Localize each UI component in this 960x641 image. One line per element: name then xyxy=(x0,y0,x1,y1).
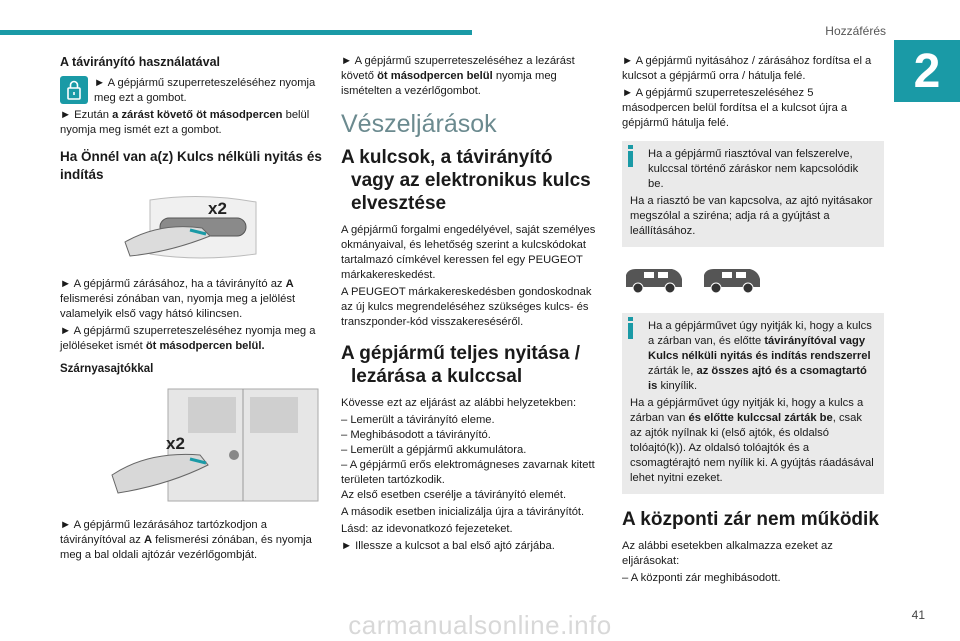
column-3 xyxy=(622,54,884,588)
column-2 xyxy=(341,54,603,556)
full-paragraph-4: Lásd: az idevonatkozó fejezeteket. xyxy=(341,523,513,535)
remote-lock-row xyxy=(60,76,322,108)
svg-text:x2: x2 xyxy=(166,434,185,453)
remote-step-2: ► Ezután a zárást követő öt másodpercen belül nyomja meg ismét ezt a gombot. xyxy=(60,109,310,136)
vehicle-icons xyxy=(622,265,884,295)
full-intro: Kövesse ezt az eljárást az alábbi helyzetekben: xyxy=(341,397,577,409)
watermark: carmanualsonline.info xyxy=(348,610,612,640)
wings-step-2: ► A gépjármű szuperreteszeléséhez a lezárást követő öt másodpercen belül nyomja meg ismételten a vezérlőgombot. xyxy=(341,55,575,97)
door-handle-hand-icon xyxy=(120,192,260,264)
remote-step-1: ► A gépjármű szuperreteszeléséhez nyomja meg ezt a gombot. xyxy=(94,77,316,104)
full-paragraph-5: ► Illessze a kulcsot a bal első ajtó zárjába. xyxy=(341,540,555,552)
svg-text:x2: x2 xyxy=(208,199,227,218)
full-situations-list xyxy=(341,413,603,488)
heading-lost-keys: A kulcsok, a távirányító vagy az elektronikus kulcs elvesztése xyxy=(341,147,591,214)
full-paragraph-2: Az első esetben cserélje a távirányító elemét. xyxy=(341,489,567,501)
rear-door-illustration xyxy=(108,385,322,510)
heading-remote: A távirányító használatával xyxy=(60,55,221,69)
list-item: – Lemerült a gépjármű akkumulátora. xyxy=(341,444,527,456)
key-step-2: ► A gépjármű szuperreteszeléséhez 5 másodpercen belül fordítsa el a kulcsot újra a gépjármű hátulja felé. xyxy=(622,87,848,129)
section-title: Hozzáférés xyxy=(825,24,886,38)
van-front-icon xyxy=(622,265,686,295)
heading-full-lock: A gépjármű teljes nyitása / lezárása a kulccsal xyxy=(341,343,580,387)
rear-door-hand-icon xyxy=(108,385,320,505)
page-number: 41 xyxy=(911,608,925,622)
key-step-1: ► A gépjármű nyitásához / zárásához fordítsa el a kulcsot a gépjármű orra / hátulja felé. xyxy=(622,55,872,82)
central-paragraph-2: – A központi zár meghibásodott. xyxy=(622,572,781,584)
lost-paragraph-1: A gépjármű forgalmi engedélyével, saját személyes okmányaival, és lehetőség szerint a kulcskódokat tartalmazó címkével keressen fel egy PEUGEOT márkakereskedést. xyxy=(341,224,596,281)
list-item: – A gépjármű erős elektromágneses zavarnak kitett területen tartózkodik. xyxy=(341,459,595,486)
info-icon xyxy=(628,145,633,167)
column-1 xyxy=(60,54,322,565)
wings-step-1: ► A gépjármű lezárásához tartózkodjon a távirányítóval az A felismerési zónában, és nyomja meg a bal oldali ajtózár vezérlőgombját. xyxy=(60,519,312,561)
full-paragraph-3: A második esetben inicializálja újra a távirányítót. xyxy=(341,506,585,518)
padlock-icon xyxy=(60,76,88,104)
keyless-step-2: ► A gépjármű szuperreteszeléséhez nyomja meg a jelöléseket ismét öt másodpercen belül. xyxy=(60,325,316,352)
central-paragraph-1: Az alábbi esetekben alkalmazza ezeket az eljárásokat: xyxy=(622,540,833,567)
door-handle-illustration xyxy=(120,192,322,269)
info-icon xyxy=(628,317,633,339)
keyless-step-1: ► A gépjármű zárásához, ha a távirányító az A felismerési zónában van, nyomja meg a jelölést valamelyik első vagy hátsó kilincsen. xyxy=(60,278,296,320)
list-item: – Meghibásodott a távirányító. xyxy=(341,429,491,441)
header-accent-bar xyxy=(0,30,472,35)
heading-emergency: Vészeljárások xyxy=(341,110,497,138)
heading-keyless: Ha Önnél van a(z) Kulcs nélküli nyitás és indítás xyxy=(60,149,322,182)
van-rear-icon xyxy=(700,265,764,295)
info-box-alarm: Ha a gépjármű riasztóval van felszerelve, kulccsal történő záráskor nem kapcsolódik be. Ha a riasztó be van kapcsolva, az ajtó nyitásakor megszólal a sziréna; adja rá a gyújtást a leállításához. xyxy=(622,141,884,247)
heading-wings: Szárnyasajtókkal xyxy=(60,363,154,375)
list-item: – Lemerült a távirányító eleme. xyxy=(341,414,495,426)
info-box-opening: Ha a gépjárművet úgy nyitják ki, hogy a kulcs a zárban van, és előtte távirányítóval vagy Kulcs nélküli nyitás és indítás rendszerrel zárták le, az összes ajtó és a csomagtartó is kinyílik. Ha a gépjárművet úgy nyitják ki, hogy a kulcs a zárban van és előtte kulccsal zárták be, csak az ajtók nyílnak ki (első ajtók, és oldalsó tolóajtó(k)). Az oldalsó tolóajtók és a csomagtérajtó nem nyílik ki. A gyújtás ráadásával lehet nyitni ezeket. xyxy=(622,313,884,494)
chapter-number: 2 xyxy=(894,40,960,102)
heading-central-lock: A központi zár nem működik xyxy=(622,509,879,530)
lost-paragraph-2: A PEUGEOT márkakereskedésben gondoskodnak az új kulcs megrendeléséhez szükséges kulcs- és transzponder-kód visszakereséséről. xyxy=(341,286,592,328)
